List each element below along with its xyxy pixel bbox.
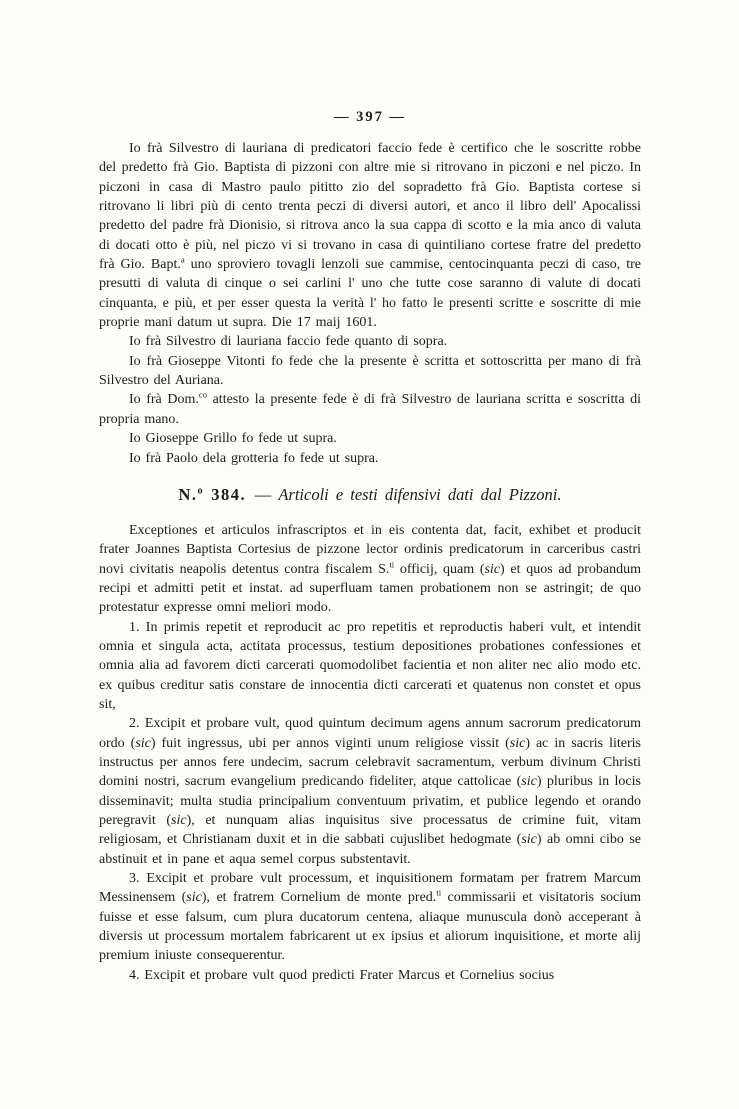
text-run: ) fuit ingressus, ubi per annos viginti unum religiose vissit ( [150, 735, 510, 751]
sic-annotation: sic [509, 735, 526, 751]
attestation-silvestro-inventory [99, 139, 641, 332]
text-run: Io frà Silvestro di lauriana di predicatori faccio fede è certifico che le soscritte robbe del predetto frà Gio. Baptista di pizzoni con altre mie si ritrovano in piczoni e nel piczo. In piczoni in casa di Mastro paulo pititto zio del sopradetto frà Gio. Baptista cortese si ritrovano li libri più di cento trenta peczi di diversi autori, et anco il libro dell' Apocalissi predetto del padre frà Dionisio, si ritrova anco la sua cappa di scotto e la mia anco di valuta di docati otto è più, nel piczo vi si trovano in casa di quintiliano cortese fratre del predetto frà Gio. Bapt. [99, 141, 641, 273]
text-run: Io frà Dom. [129, 392, 199, 408]
page-number: — 397 — [334, 109, 406, 125]
text-run: attesto la presente fede è di frà Silvestro de lauriana scritta e soscritta di propria mano. [99, 392, 641, 427]
text-run: Exceptiones et articulos infrascriptos et in eis contenta dat, facit, exhibet et producit frater Joannes Baptista Cortesius de pizzone lector ordinis predicatorum in carceribus castri novi civitatis neapolis detentus contra fiscalem S. [99, 522, 641, 577]
article-4-truncated [99, 966, 641, 985]
text-run: ) pluribus in locis disseminavit; multa studia principalium conventuum privatim, et publice legendo et orando peregravit ( [99, 774, 641, 828]
text-run: Articoli e testi difensivi dati dal Pizzoni. [278, 484, 562, 504]
text-run: 2. Excipit et probare vult, quod quintum decimum agens annum sacrorum predicatorum ordo ( [99, 716, 641, 751]
superscript-abbreviation: ti [389, 558, 395, 569]
text-run: 1. In primis repetit et reproducit ac pro repetitis et reproductis haberi vult, et intendit omnia et singula acta, actitata processus, testium depositiones probationes confessiones et omnia alia ad favorem dicti carcerati quomodolibet facientia et non aliter nec alio modo etc. ex quibus creditur satis constare de innocentia dicti carcerati et quatenus non constet et opus sit, [99, 619, 641, 712]
text-run: officij, quam ( [394, 561, 485, 577]
article-2 [99, 714, 641, 869]
sic-annotation: sic [171, 813, 187, 828]
superscript-abbreviation: co [198, 389, 208, 400]
text-run: 3. Excipit et probare vult processum, et inquisitionem formatam per fratrem Marcum Messinensem ( [99, 871, 641, 906]
document-body [99, 139, 641, 985]
text-run: ) et quos ad probandum recipi et admitti petit et instat. ad superfluam tamen probationem non se astringit; de quo protestatur expresse omni meliori modo. [99, 561, 641, 616]
text-run: Io frà Paolo dela grotteria fo fede ut supra. [129, 450, 379, 466]
attestation-paolo-grotteria [99, 449, 641, 468]
section-heading-384 [99, 485, 641, 505]
exceptiones-preamble [99, 521, 641, 618]
text-run: commissarii et visitatoris socium fuisse et esse falsum, cum plura ducatorum centena, aliaque munuscula donò acceperant à diversis ut processum mortalem fabricarent ut ex ipsius et aliorum inquisitione, et morte alij premium iniuste consequerentur. [99, 890, 641, 964]
sic-annotation: sic [484, 561, 501, 577]
sic-annotation: sic [186, 890, 202, 906]
superscript-abbreviation: ti [436, 887, 442, 898]
text-run: — [254, 484, 279, 504]
attestation-gioseppe-grillo [99, 429, 641, 448]
superscript-abbreviation: o [197, 485, 203, 497]
attestation-domenico [99, 390, 641, 429]
sic-annotation: sic [521, 774, 537, 790]
sic-annotation: sic [135, 735, 151, 751]
text-run: ) ac in sacris literis instructus per annos fere undecim, sacrum celebravit sacramentum, verbum divinum Christi domini nostri, sacrum evangelium predicando fideliter, atque cattolicae ( [99, 735, 641, 790]
sic-annotation: sic [521, 832, 537, 848]
text-run: ), et nunquam alias inquisitus sive processatus de crimine fuit, vitam religiosam, et Christianam duxit et in die sabbati cujuslibet hedogmate ( [99, 813, 641, 848]
text-run: uno sproviero tovagli lenzoli sue cammise, centocinquanta peczi di caso, tre presutti di valuta di cinque o sei carlini l' uno che tutte cose saranno di valute di docati cinquanta, e più, et per esser questa la verità l' ho fatto le presenti scritte e soscritte di mie proprie mani datum ut supra. Die 17 maij 1601. [99, 257, 641, 331]
text-run: 4. Excipit et probare vult quod predicti Frater Marcus et Cornelius socius [129, 967, 555, 983]
attestation-silvestro-short [99, 332, 641, 351]
superscript-abbreviation: a [180, 254, 185, 265]
article-1 [99, 618, 641, 715]
text-run: Io Gioseppe Grillo fo fede ut supra. [129, 431, 337, 447]
text-column [99, 109, 641, 985]
text-run: 384. [202, 484, 255, 504]
text-run: ) ab omni cibo se abstinuit et in pane et aqua semel corpus substentavit. [99, 832, 641, 867]
text-run: ), et fratrem Cornelium de monte pred. [201, 890, 437, 906]
attestation-gioseppe-vitonti [99, 352, 641, 391]
text-run: Io frà Silvestro di lauriana faccio fede quanto di sopra. [129, 334, 448, 350]
text-run: Io frà Gioseppe Vitonti fo fede che la presente è scritta et sottoscritta per mano di frà Silvestro del Auriana. [99, 353, 641, 389]
text-run: N. [178, 484, 198, 504]
article-3 [99, 869, 641, 966]
